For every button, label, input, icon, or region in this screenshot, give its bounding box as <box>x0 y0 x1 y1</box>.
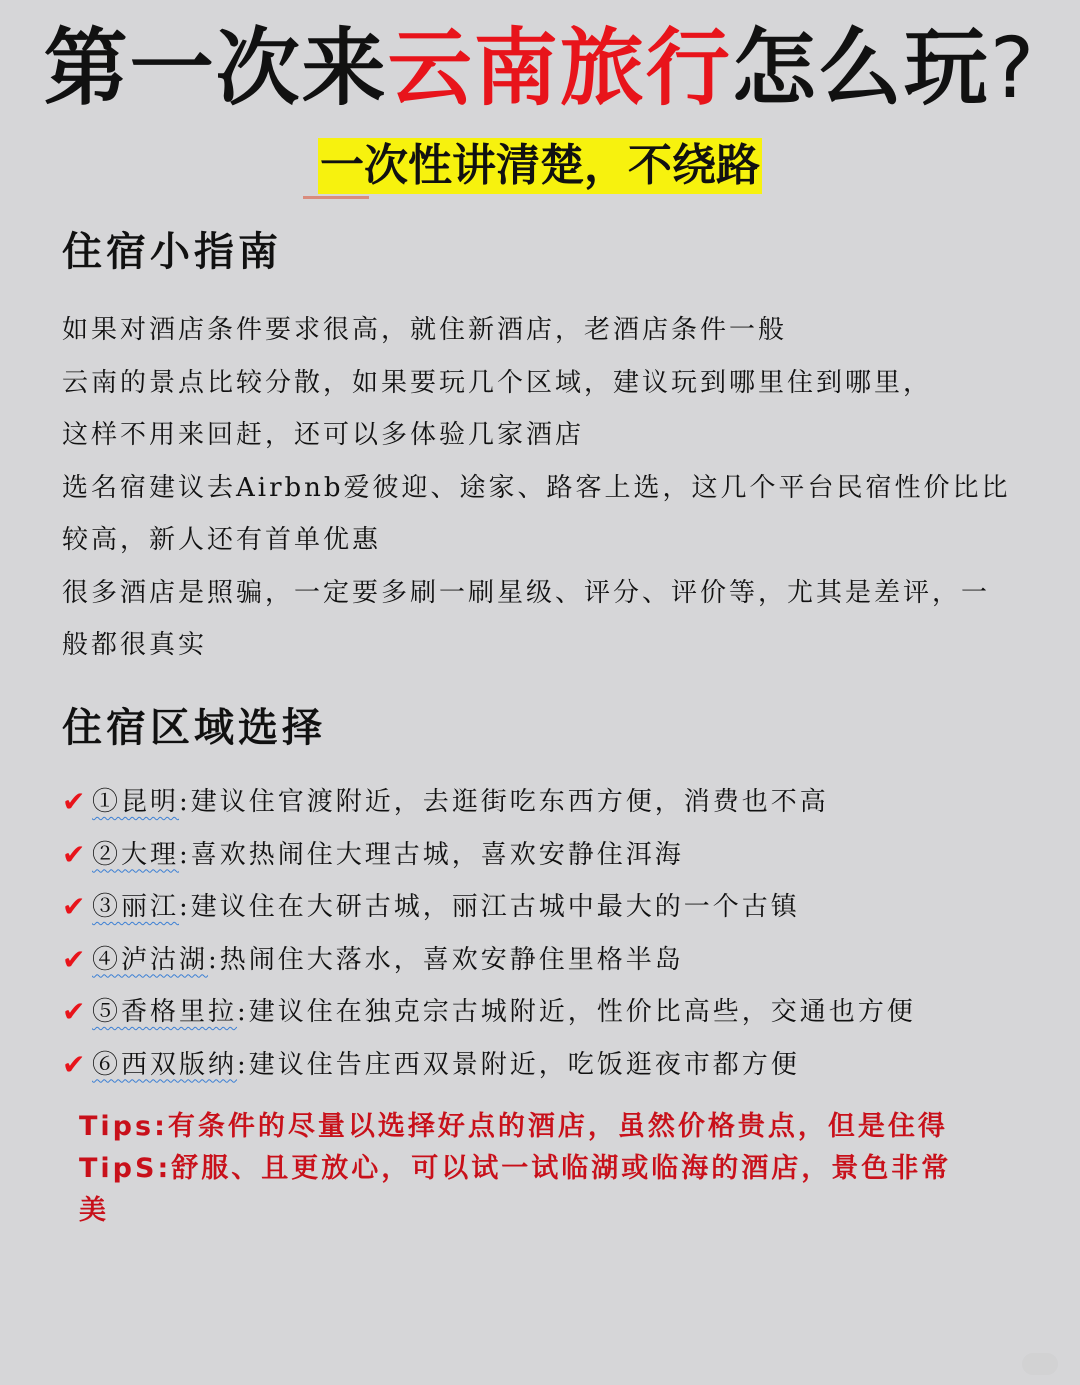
subtitle-underline-mark <box>303 196 369 199</box>
title-part-1: 第一次来 <box>43 19 388 117</box>
place-name: ②大理 <box>92 839 180 870</box>
guide-line: 很多酒店是照骗，一定要多刷一刷星级、评分、评价等，尤其是差评，一 <box>62 577 991 608</box>
guide-line: 这样不用来回赶，还可以多体验几家酒店 <box>62 420 585 450</box>
subtitle: 一次性讲清楚，不绕路 <box>318 138 762 194</box>
place-name: ①昆明 <box>92 787 180 817</box>
list-item <box>62 986 1062 1039</box>
area-list <box>62 776 1062 1091</box>
guide-line: 般都很真实 <box>62 630 208 660</box>
title-part-3: 怎么玩 <box>731 19 990 117</box>
section-heading-accommodation-guide: 住宿小指南 <box>62 228 282 275</box>
guide-line: 较高，新人还有首单优惠 <box>62 525 382 555</box>
list-item <box>62 776 1062 829</box>
tips-line: Tips:有条件的尽量以选择好点的酒店，虽然价格贵点，但是住得 <box>79 1111 948 1142</box>
tips-line: 美 <box>79 1195 109 1226</box>
place-name: ④泸沽湖 <box>92 944 209 975</box>
place-advice: :建议住在独克宗古城附近，性价比高些，交通也方便 <box>237 997 916 1027</box>
list-item <box>62 829 1062 882</box>
check-mark-icon: ✔ <box>62 890 86 923</box>
title-question-mark: ? <box>989 19 1037 117</box>
check-mark-icon: ✔ <box>62 995 86 1028</box>
accommodation-guide-text <box>62 304 1062 672</box>
check-mark-icon: ✔ <box>62 942 86 976</box>
guide-line: 如果对酒店条件要求很高，就住新酒店，老酒店条件一般 <box>62 315 788 345</box>
check-mark-icon: ✔ <box>62 1047 86 1081</box>
list-item <box>62 934 1062 987</box>
place-advice: :热闹住大落水，喜欢安静住里格半岛 <box>208 944 684 975</box>
list-item <box>62 881 1062 934</box>
place-name: ⑤香格里拉 <box>92 997 238 1027</box>
place-name: ③丽江 <box>92 892 180 922</box>
title-highlight: 云南旅行 <box>387 19 732 117</box>
subtitle-container <box>0 138 1080 194</box>
check-mark-icon: ✔ <box>62 837 86 871</box>
place-advice: :建议住官渡附近，去逛街吃东西方便，消费也不高 <box>179 787 829 817</box>
guide-line: 云南的景点比较分散，如果要玩几个区域，建议玩到哪里住到哪里， <box>62 367 933 398</box>
guide-line: 选名宿建议去Airbnb爱彼迎、途家、路客上选，这几个平台民宿性价比比 <box>62 472 1011 503</box>
tips-line: TipS:舒服、且更放心，可以试一试临湖或临海的酒店，景色非常 <box>79 1153 952 1184</box>
place-advice: :喜欢热闹住大理古城，喜欢安静住洱海 <box>179 839 684 870</box>
tips-note <box>79 1106 979 1232</box>
list-item <box>62 1039 1062 1092</box>
place-advice: :建议住告庄西双景附近，吃饭逛夜市都方便 <box>237 1049 800 1080</box>
watermark-mark <box>1022 1353 1058 1375</box>
check-mark-icon: ✔ <box>62 785 86 818</box>
place-advice: :建议住在大研古城，丽江古城中最大的一个古镇 <box>179 892 800 922</box>
page-title <box>0 18 1080 118</box>
section-heading-area-selection: 住宿区域选择 <box>62 704 326 751</box>
place-name: ⑥西双版纳 <box>92 1049 238 1080</box>
